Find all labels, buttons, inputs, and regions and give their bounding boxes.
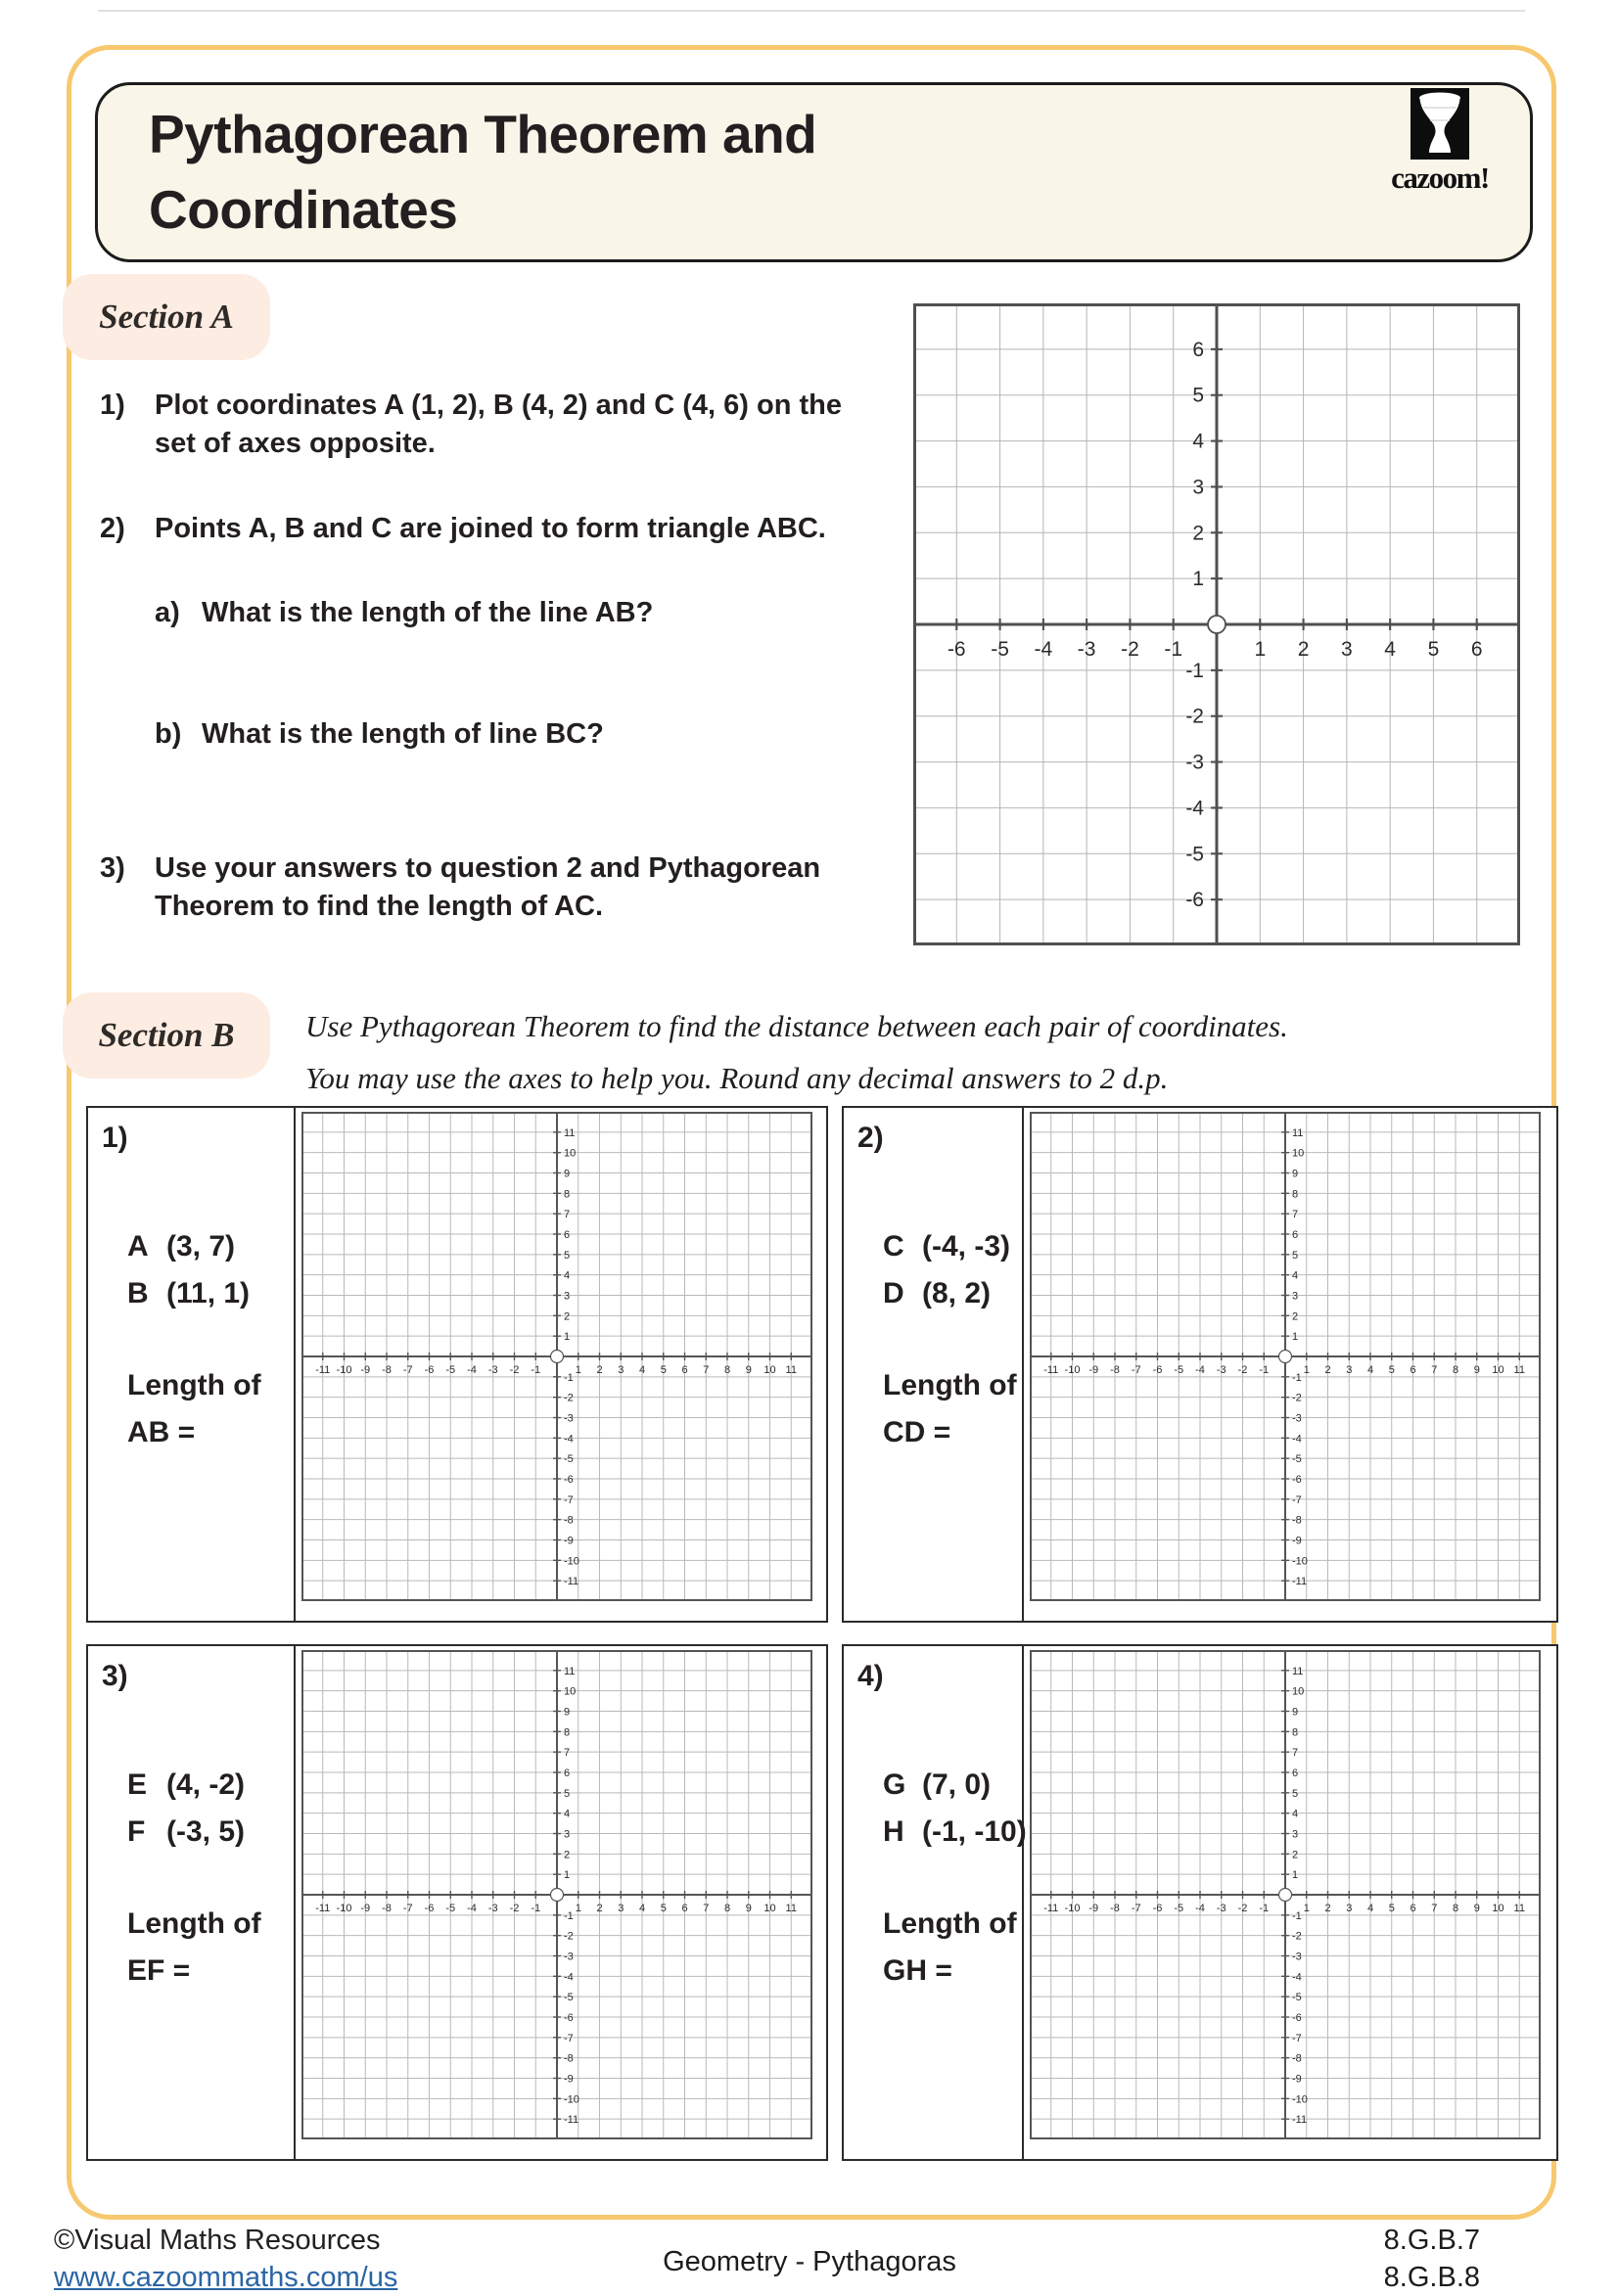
svg-text:5: 5 bbox=[1388, 1903, 1395, 1914]
svg-text:-5: -5 bbox=[991, 638, 1009, 661]
cazoom-logo bbox=[1378, 88, 1502, 196]
problem-3-point1-letter: E bbox=[127, 1768, 148, 1801]
svg-text:-2: -2 bbox=[564, 1392, 574, 1404]
svg-text:-6: -6 bbox=[564, 1474, 574, 1486]
problem-4-grid bbox=[1030, 1650, 1541, 2139]
svg-text:-2: -2 bbox=[1237, 1903, 1248, 1914]
svg-text:3: 3 bbox=[618, 1364, 624, 1376]
svg-text:-2: -2 bbox=[1292, 1392, 1302, 1404]
problem-4-number: 4) bbox=[857, 1660, 884, 1692]
svg-text:9: 9 bbox=[745, 1903, 752, 1914]
svg-text:2: 2 bbox=[1292, 1310, 1299, 1323]
svg-text:-8: -8 bbox=[564, 1514, 574, 1527]
svg-text:2: 2 bbox=[596, 1903, 603, 1914]
svg-text:5: 5 bbox=[564, 1787, 571, 1800]
question-2a bbox=[155, 594, 931, 632]
question-2a-number: a) bbox=[155, 597, 180, 628]
svg-text:-11: -11 bbox=[315, 1364, 331, 1376]
svg-text:-10: -10 bbox=[564, 1555, 579, 1568]
svg-text:-11: -11 bbox=[1292, 1576, 1308, 1588]
svg-text:-4: -4 bbox=[1292, 1433, 1302, 1446]
svg-text:-1: -1 bbox=[1164, 638, 1183, 661]
question-1-text: Plot coordinates A (1, 2), B (4, 2) and C (4, 6) on the set of axes opposite. bbox=[155, 390, 842, 459]
svg-text:-2: -2 bbox=[1121, 638, 1139, 661]
svg-text:-6: -6 bbox=[947, 638, 966, 661]
svg-text:-2: -2 bbox=[1237, 1364, 1248, 1376]
svg-text:-7: -7 bbox=[1292, 2032, 1302, 2044]
svg-text:9: 9 bbox=[1292, 1168, 1299, 1180]
svg-text:1: 1 bbox=[1292, 1331, 1299, 1344]
svg-text:3: 3 bbox=[1341, 638, 1353, 661]
svg-text:-9: -9 bbox=[1292, 2073, 1302, 2086]
problem-2-point2-coords: (8, 2) bbox=[922, 1277, 992, 1309]
problem-2-coordinates bbox=[883, 1223, 1010, 1317]
svg-text:-1: -1 bbox=[531, 1364, 541, 1376]
svg-text:-8: -8 bbox=[1110, 1364, 1120, 1376]
question-3 bbox=[100, 850, 884, 926]
problem-2-point1-letter: C bbox=[883, 1230, 904, 1263]
problem-1-point1-letter: A bbox=[127, 1230, 149, 1263]
problem-1-length-prompt: Length of AB = bbox=[127, 1369, 261, 1448]
svg-text:-10: -10 bbox=[336, 1364, 352, 1376]
question-3-text: Use your answers to question 2 and Pythagorean Theorem to find the length of AC. bbox=[155, 852, 821, 922]
svg-text:6: 6 bbox=[564, 1229, 571, 1241]
svg-text:2: 2 bbox=[564, 1310, 571, 1323]
svg-text:8: 8 bbox=[723, 1364, 731, 1376]
svg-text:2: 2 bbox=[564, 1849, 571, 1861]
svg-text:11: 11 bbox=[785, 1903, 797, 1914]
problem-3-length-prompt: Length of EF = bbox=[127, 1907, 261, 1987]
svg-text:1: 1 bbox=[1192, 568, 1204, 591]
svg-text:1: 1 bbox=[1254, 638, 1267, 661]
problem-2-text-column bbox=[844, 1108, 1024, 1621]
problem-1-grid bbox=[301, 1112, 812, 1601]
svg-text:-4: -4 bbox=[1185, 797, 1204, 820]
svg-text:-10: -10 bbox=[564, 2093, 579, 2106]
svg-text:1: 1 bbox=[1303, 1364, 1310, 1376]
svg-text:-1: -1 bbox=[1259, 1364, 1270, 1376]
section-b-instruction-line2: You may use the axes to help you. Round any decimal answers to 2 d.p. bbox=[305, 1061, 1169, 1095]
svg-text:11: 11 bbox=[1292, 1126, 1304, 1139]
svg-text:6: 6 bbox=[1292, 1768, 1299, 1779]
svg-text:4: 4 bbox=[638, 1364, 646, 1376]
question-1 bbox=[100, 387, 884, 463]
svg-text:-6: -6 bbox=[1185, 889, 1204, 912]
problem-1-number: 1) bbox=[102, 1122, 128, 1154]
svg-text:-3: -3 bbox=[564, 1412, 574, 1425]
svg-text:9: 9 bbox=[564, 1168, 571, 1180]
svg-text:-5: -5 bbox=[1185, 843, 1204, 866]
svg-text:11: 11 bbox=[564, 1126, 576, 1139]
svg-text:-4: -4 bbox=[1292, 1971, 1302, 1984]
problem-box-1 bbox=[86, 1106, 828, 1623]
svg-text:5: 5 bbox=[1192, 384, 1204, 407]
svg-text:10: 10 bbox=[564, 1685, 577, 1698]
question-1-number: 1) bbox=[100, 390, 125, 421]
svg-text:-5: -5 bbox=[445, 1364, 456, 1376]
svg-text:-1: -1 bbox=[1185, 659, 1204, 682]
svg-text:-2: -2 bbox=[1185, 705, 1204, 728]
problem-4-point2-letter: H bbox=[883, 1815, 904, 1848]
svg-text:-1: -1 bbox=[564, 1371, 574, 1384]
question-2a-text: What is the length of the line AB? bbox=[202, 597, 654, 628]
question-3-number: 3) bbox=[100, 852, 125, 884]
svg-text:-9: -9 bbox=[564, 2073, 574, 2086]
svg-text:11: 11 bbox=[1513, 1903, 1525, 1914]
page-title-line1: Pythagorean Theorem and bbox=[149, 104, 817, 164]
problem-4-coordinates bbox=[883, 1762, 1027, 1856]
svg-text:-6: -6 bbox=[1152, 1903, 1163, 1914]
section-b-instructions bbox=[305, 1000, 1529, 1104]
svg-text:-2: -2 bbox=[564, 1930, 574, 1943]
svg-text:4: 4 bbox=[564, 1808, 571, 1820]
svg-text:-2: -2 bbox=[1292, 1930, 1302, 1943]
svg-text:-7: -7 bbox=[564, 2032, 574, 2044]
section-a-grid bbox=[913, 303, 1520, 945]
svg-text:7: 7 bbox=[703, 1903, 710, 1914]
svg-text:9: 9 bbox=[1473, 1903, 1480, 1914]
problem-3-point2-letter: F bbox=[127, 1815, 146, 1848]
question-2 bbox=[100, 510, 884, 548]
svg-text:11: 11 bbox=[564, 1665, 576, 1677]
svg-text:8: 8 bbox=[1292, 1726, 1299, 1739]
svg-text:-4: -4 bbox=[564, 1433, 574, 1446]
svg-text:-11: -11 bbox=[1043, 1903, 1059, 1914]
svg-text:-4: -4 bbox=[1195, 1364, 1205, 1376]
svg-text:10: 10 bbox=[763, 1903, 776, 1914]
svg-text:-3: -3 bbox=[1292, 1412, 1302, 1425]
svg-text:6: 6 bbox=[681, 1903, 688, 1914]
problem-1-coordinates bbox=[127, 1223, 250, 1317]
svg-text:5: 5 bbox=[1292, 1249, 1299, 1262]
svg-text:-9: -9 bbox=[1088, 1364, 1099, 1376]
problem-3-coordinates bbox=[127, 1762, 245, 1856]
svg-text:5: 5 bbox=[564, 1249, 571, 1262]
svg-text:-6: -6 bbox=[1292, 1474, 1302, 1486]
svg-text:5: 5 bbox=[1292, 1787, 1299, 1800]
svg-text:-5: -5 bbox=[1292, 1992, 1302, 2004]
svg-text:-5: -5 bbox=[564, 1992, 574, 2004]
problem-1-text-column bbox=[88, 1108, 296, 1621]
svg-text:11: 11 bbox=[785, 1364, 797, 1376]
svg-text:7: 7 bbox=[1292, 1209, 1299, 1221]
question-2b-text: What is the length of line BC? bbox=[202, 718, 604, 750]
svg-text:-2: -2 bbox=[509, 1364, 520, 1376]
svg-text:4: 4 bbox=[638, 1903, 646, 1914]
svg-text:4: 4 bbox=[1292, 1808, 1299, 1820]
svg-text:-1: -1 bbox=[1292, 1371, 1302, 1384]
svg-text:3: 3 bbox=[1346, 1903, 1353, 1914]
svg-text:-4: -4 bbox=[564, 1971, 574, 1984]
svg-text:3: 3 bbox=[564, 1828, 571, 1841]
svg-text:-6: -6 bbox=[1152, 1364, 1163, 1376]
problem-3-point1-coords: (4, -2) bbox=[166, 1768, 246, 1801]
problem-4-text-column bbox=[844, 1646, 1027, 2159]
svg-text:2: 2 bbox=[1297, 638, 1310, 661]
svg-text:10: 10 bbox=[564, 1147, 577, 1160]
svg-text:-3: -3 bbox=[1185, 751, 1204, 774]
svg-text:1: 1 bbox=[575, 1903, 581, 1914]
svg-text:-2: -2 bbox=[509, 1903, 520, 1914]
cazoom-logo-text: cazoom! bbox=[1391, 161, 1489, 195]
svg-text:-8: -8 bbox=[1292, 1514, 1302, 1527]
svg-text:6: 6 bbox=[1470, 638, 1483, 661]
svg-text:2: 2 bbox=[1324, 1364, 1331, 1376]
svg-text:-8: -8 bbox=[1292, 2052, 1302, 2065]
problem-2-point1-coords: (-4, -3) bbox=[922, 1230, 1010, 1263]
svg-text:-11: -11 bbox=[1292, 2114, 1308, 2127]
svg-text:-9: -9 bbox=[564, 1535, 574, 1547]
svg-text:10: 10 bbox=[1492, 1364, 1504, 1376]
problem-3-number: 3) bbox=[102, 1660, 128, 1692]
question-2b bbox=[155, 715, 931, 754]
svg-text:-9: -9 bbox=[1088, 1903, 1099, 1914]
problem-4-point1-coords: (7, 0) bbox=[922, 1768, 992, 1801]
svg-text:6: 6 bbox=[1410, 1903, 1416, 1914]
question-2-text: Points A, B and C are joined to form triangle ABC. bbox=[155, 513, 826, 544]
svg-text:8: 8 bbox=[1292, 1188, 1299, 1201]
svg-text:-3: -3 bbox=[1077, 638, 1096, 661]
problem-1-point2-letter: B bbox=[127, 1277, 149, 1309]
problem-2-grid bbox=[1030, 1112, 1541, 1601]
svg-text:9: 9 bbox=[564, 1706, 571, 1719]
svg-text:8: 8 bbox=[723, 1903, 731, 1914]
svg-text:-9: -9 bbox=[1292, 1535, 1302, 1547]
svg-text:3: 3 bbox=[618, 1903, 624, 1914]
svg-text:-8: -8 bbox=[564, 2052, 574, 2065]
svg-text:-9: -9 bbox=[360, 1903, 371, 1914]
svg-text:8: 8 bbox=[1452, 1364, 1459, 1376]
svg-text:8: 8 bbox=[564, 1726, 571, 1739]
svg-text:6: 6 bbox=[1410, 1364, 1416, 1376]
problem-4-point2-coords: (-1, -10) bbox=[922, 1815, 1027, 1848]
svg-text:5: 5 bbox=[1388, 1364, 1395, 1376]
svg-text:7: 7 bbox=[703, 1364, 710, 1376]
svg-text:7: 7 bbox=[564, 1747, 571, 1760]
svg-text:-5: -5 bbox=[1174, 1364, 1184, 1376]
svg-text:-9: -9 bbox=[360, 1364, 371, 1376]
svg-text:-4: -4 bbox=[467, 1364, 477, 1376]
svg-text:-10: -10 bbox=[1064, 1903, 1081, 1914]
svg-text:-1: -1 bbox=[1292, 1909, 1302, 1922]
svg-text:4: 4 bbox=[1292, 1269, 1299, 1282]
svg-text:-8: -8 bbox=[382, 1903, 392, 1914]
svg-text:3: 3 bbox=[1292, 1290, 1299, 1303]
problem-box-4 bbox=[842, 1644, 1558, 2161]
svg-text:2: 2 bbox=[596, 1364, 603, 1376]
svg-text:-6: -6 bbox=[1292, 2012, 1302, 2024]
svg-text:1: 1 bbox=[564, 1331, 571, 1344]
svg-text:-6: -6 bbox=[424, 1364, 435, 1376]
svg-text:4: 4 bbox=[1192, 430, 1204, 453]
svg-text:-6: -6 bbox=[564, 2012, 574, 2024]
svg-text:-3: -3 bbox=[1292, 1951, 1302, 1963]
svg-text:1: 1 bbox=[1292, 1869, 1299, 1882]
problem-1-point1-coords: (3, 7) bbox=[166, 1230, 236, 1263]
svg-text:-10: -10 bbox=[336, 1903, 352, 1914]
svg-text:1: 1 bbox=[1303, 1903, 1310, 1914]
svg-text:5: 5 bbox=[1427, 638, 1440, 661]
page-top-edge-line bbox=[98, 10, 1525, 12]
footer-topic: Geometry - Pythagoras bbox=[663, 2246, 956, 2277]
problem-1-point2-coords: (11, 1) bbox=[166, 1277, 251, 1309]
svg-text:10: 10 bbox=[1292, 1685, 1305, 1698]
question-2b-number: b) bbox=[155, 718, 182, 750]
problem-4-point1-letter: G bbox=[883, 1768, 906, 1801]
svg-text:3: 3 bbox=[1346, 1364, 1353, 1376]
svg-text:4: 4 bbox=[1366, 1903, 1374, 1914]
svg-text:-5: -5 bbox=[564, 1453, 574, 1466]
svg-text:10: 10 bbox=[1292, 1147, 1305, 1160]
page-title bbox=[149, 97, 1226, 248]
problem-box-2 bbox=[842, 1106, 1558, 1623]
problem-3-grid bbox=[301, 1650, 812, 2139]
section-b-label: Section B bbox=[63, 992, 270, 1079]
svg-text:4: 4 bbox=[1384, 638, 1396, 661]
svg-text:9: 9 bbox=[745, 1364, 752, 1376]
svg-text:1: 1 bbox=[564, 1869, 571, 1882]
svg-text:2: 2 bbox=[1292, 1849, 1299, 1861]
svg-text:7: 7 bbox=[564, 1209, 571, 1221]
page-title-line2: Coordinates bbox=[149, 179, 458, 240]
svg-text:-7: -7 bbox=[1131, 1364, 1141, 1376]
svg-text:-10: -10 bbox=[1064, 1364, 1081, 1376]
svg-text:11: 11 bbox=[1513, 1364, 1525, 1376]
svg-text:-1: -1 bbox=[531, 1903, 541, 1914]
svg-text:-3: -3 bbox=[1216, 1364, 1226, 1376]
svg-text:-4: -4 bbox=[1195, 1903, 1205, 1914]
svg-text:-10: -10 bbox=[1292, 1555, 1308, 1568]
problem-2-point2-letter: D bbox=[883, 1277, 904, 1309]
svg-text:-4: -4 bbox=[1034, 638, 1053, 661]
footer-copyright: ©Visual Maths Resources bbox=[54, 2225, 381, 2256]
svg-text:-4: -4 bbox=[467, 1903, 477, 1914]
svg-text:-3: -3 bbox=[487, 1364, 498, 1376]
problem-4-length-prompt: Length of GH = bbox=[883, 1907, 1017, 1987]
svg-text:3: 3 bbox=[1192, 476, 1204, 499]
svg-text:-11: -11 bbox=[1043, 1364, 1059, 1376]
section-b-instruction-line1: Use Pythagorean Theorem to find the distance between each pair of coordinates. bbox=[305, 1009, 1288, 1043]
svg-text:3: 3 bbox=[1292, 1828, 1299, 1841]
svg-text:4: 4 bbox=[564, 1269, 571, 1282]
svg-text:-11: -11 bbox=[564, 1576, 579, 1588]
svg-text:-1: -1 bbox=[564, 1909, 574, 1922]
svg-text:9: 9 bbox=[1473, 1364, 1480, 1376]
svg-text:2: 2 bbox=[1324, 1903, 1331, 1914]
svg-text:9: 9 bbox=[1292, 1706, 1299, 1719]
svg-text:1: 1 bbox=[575, 1364, 581, 1376]
svg-text:6: 6 bbox=[681, 1364, 688, 1376]
svg-text:-11: -11 bbox=[315, 1903, 331, 1914]
svg-text:5: 5 bbox=[660, 1903, 667, 1914]
svg-text:-5: -5 bbox=[1292, 1453, 1302, 1466]
svg-text:-8: -8 bbox=[1110, 1903, 1120, 1914]
svg-text:8: 8 bbox=[564, 1188, 571, 1201]
svg-text:-3: -3 bbox=[564, 1951, 574, 1963]
drum-icon bbox=[1411, 88, 1469, 160]
svg-text:-3: -3 bbox=[1216, 1903, 1226, 1914]
footer-standard-1: 8.G.B.7 bbox=[1383, 2225, 1480, 2256]
svg-text:-7: -7 bbox=[402, 1364, 413, 1376]
svg-text:-8: -8 bbox=[382, 1364, 392, 1376]
svg-text:5: 5 bbox=[660, 1364, 667, 1376]
question-2-number: 2) bbox=[100, 513, 125, 544]
svg-text:2: 2 bbox=[1192, 522, 1204, 545]
svg-text:-5: -5 bbox=[445, 1903, 456, 1914]
svg-text:3: 3 bbox=[564, 1290, 571, 1303]
svg-text:10: 10 bbox=[763, 1364, 776, 1376]
svg-text:4: 4 bbox=[1366, 1364, 1374, 1376]
problem-2-length-prompt: Length of CD = bbox=[883, 1369, 1017, 1448]
footer-standards bbox=[1384, 2222, 1480, 2296]
problem-box-3 bbox=[86, 1644, 828, 2161]
problem-3-point2-coords: (-3, 5) bbox=[166, 1815, 246, 1848]
svg-text:10: 10 bbox=[1492, 1903, 1504, 1914]
footer-website-link[interactable]: www.cazoommaths.com/us bbox=[54, 2262, 398, 2293]
svg-text:6: 6 bbox=[1192, 338, 1204, 361]
svg-text:-5: -5 bbox=[1174, 1903, 1184, 1914]
svg-text:-7: -7 bbox=[1131, 1903, 1141, 1914]
problem-3-text-column bbox=[88, 1646, 296, 2159]
svg-text:-6: -6 bbox=[424, 1903, 435, 1914]
svg-text:7: 7 bbox=[1431, 1903, 1438, 1914]
svg-text:7: 7 bbox=[1431, 1364, 1438, 1376]
svg-text:-1: -1 bbox=[1259, 1903, 1270, 1914]
svg-text:8: 8 bbox=[1452, 1903, 1459, 1914]
svg-text:-7: -7 bbox=[402, 1903, 413, 1914]
svg-text:-7: -7 bbox=[564, 1493, 574, 1506]
svg-text:7: 7 bbox=[1292, 1747, 1299, 1760]
svg-text:-10: -10 bbox=[1292, 2093, 1308, 2106]
svg-text:6: 6 bbox=[564, 1768, 571, 1779]
svg-text:-11: -11 bbox=[564, 2114, 579, 2127]
footer-standard-2: 8.G.B.8 bbox=[1383, 2262, 1480, 2293]
svg-text:-7: -7 bbox=[1292, 1493, 1302, 1506]
svg-text:6: 6 bbox=[1292, 1229, 1299, 1241]
problem-2-number: 2) bbox=[857, 1122, 884, 1154]
svg-text:-3: -3 bbox=[487, 1903, 498, 1914]
section-a-label: Section A bbox=[63, 274, 270, 360]
svg-text:11: 11 bbox=[1292, 1665, 1304, 1677]
